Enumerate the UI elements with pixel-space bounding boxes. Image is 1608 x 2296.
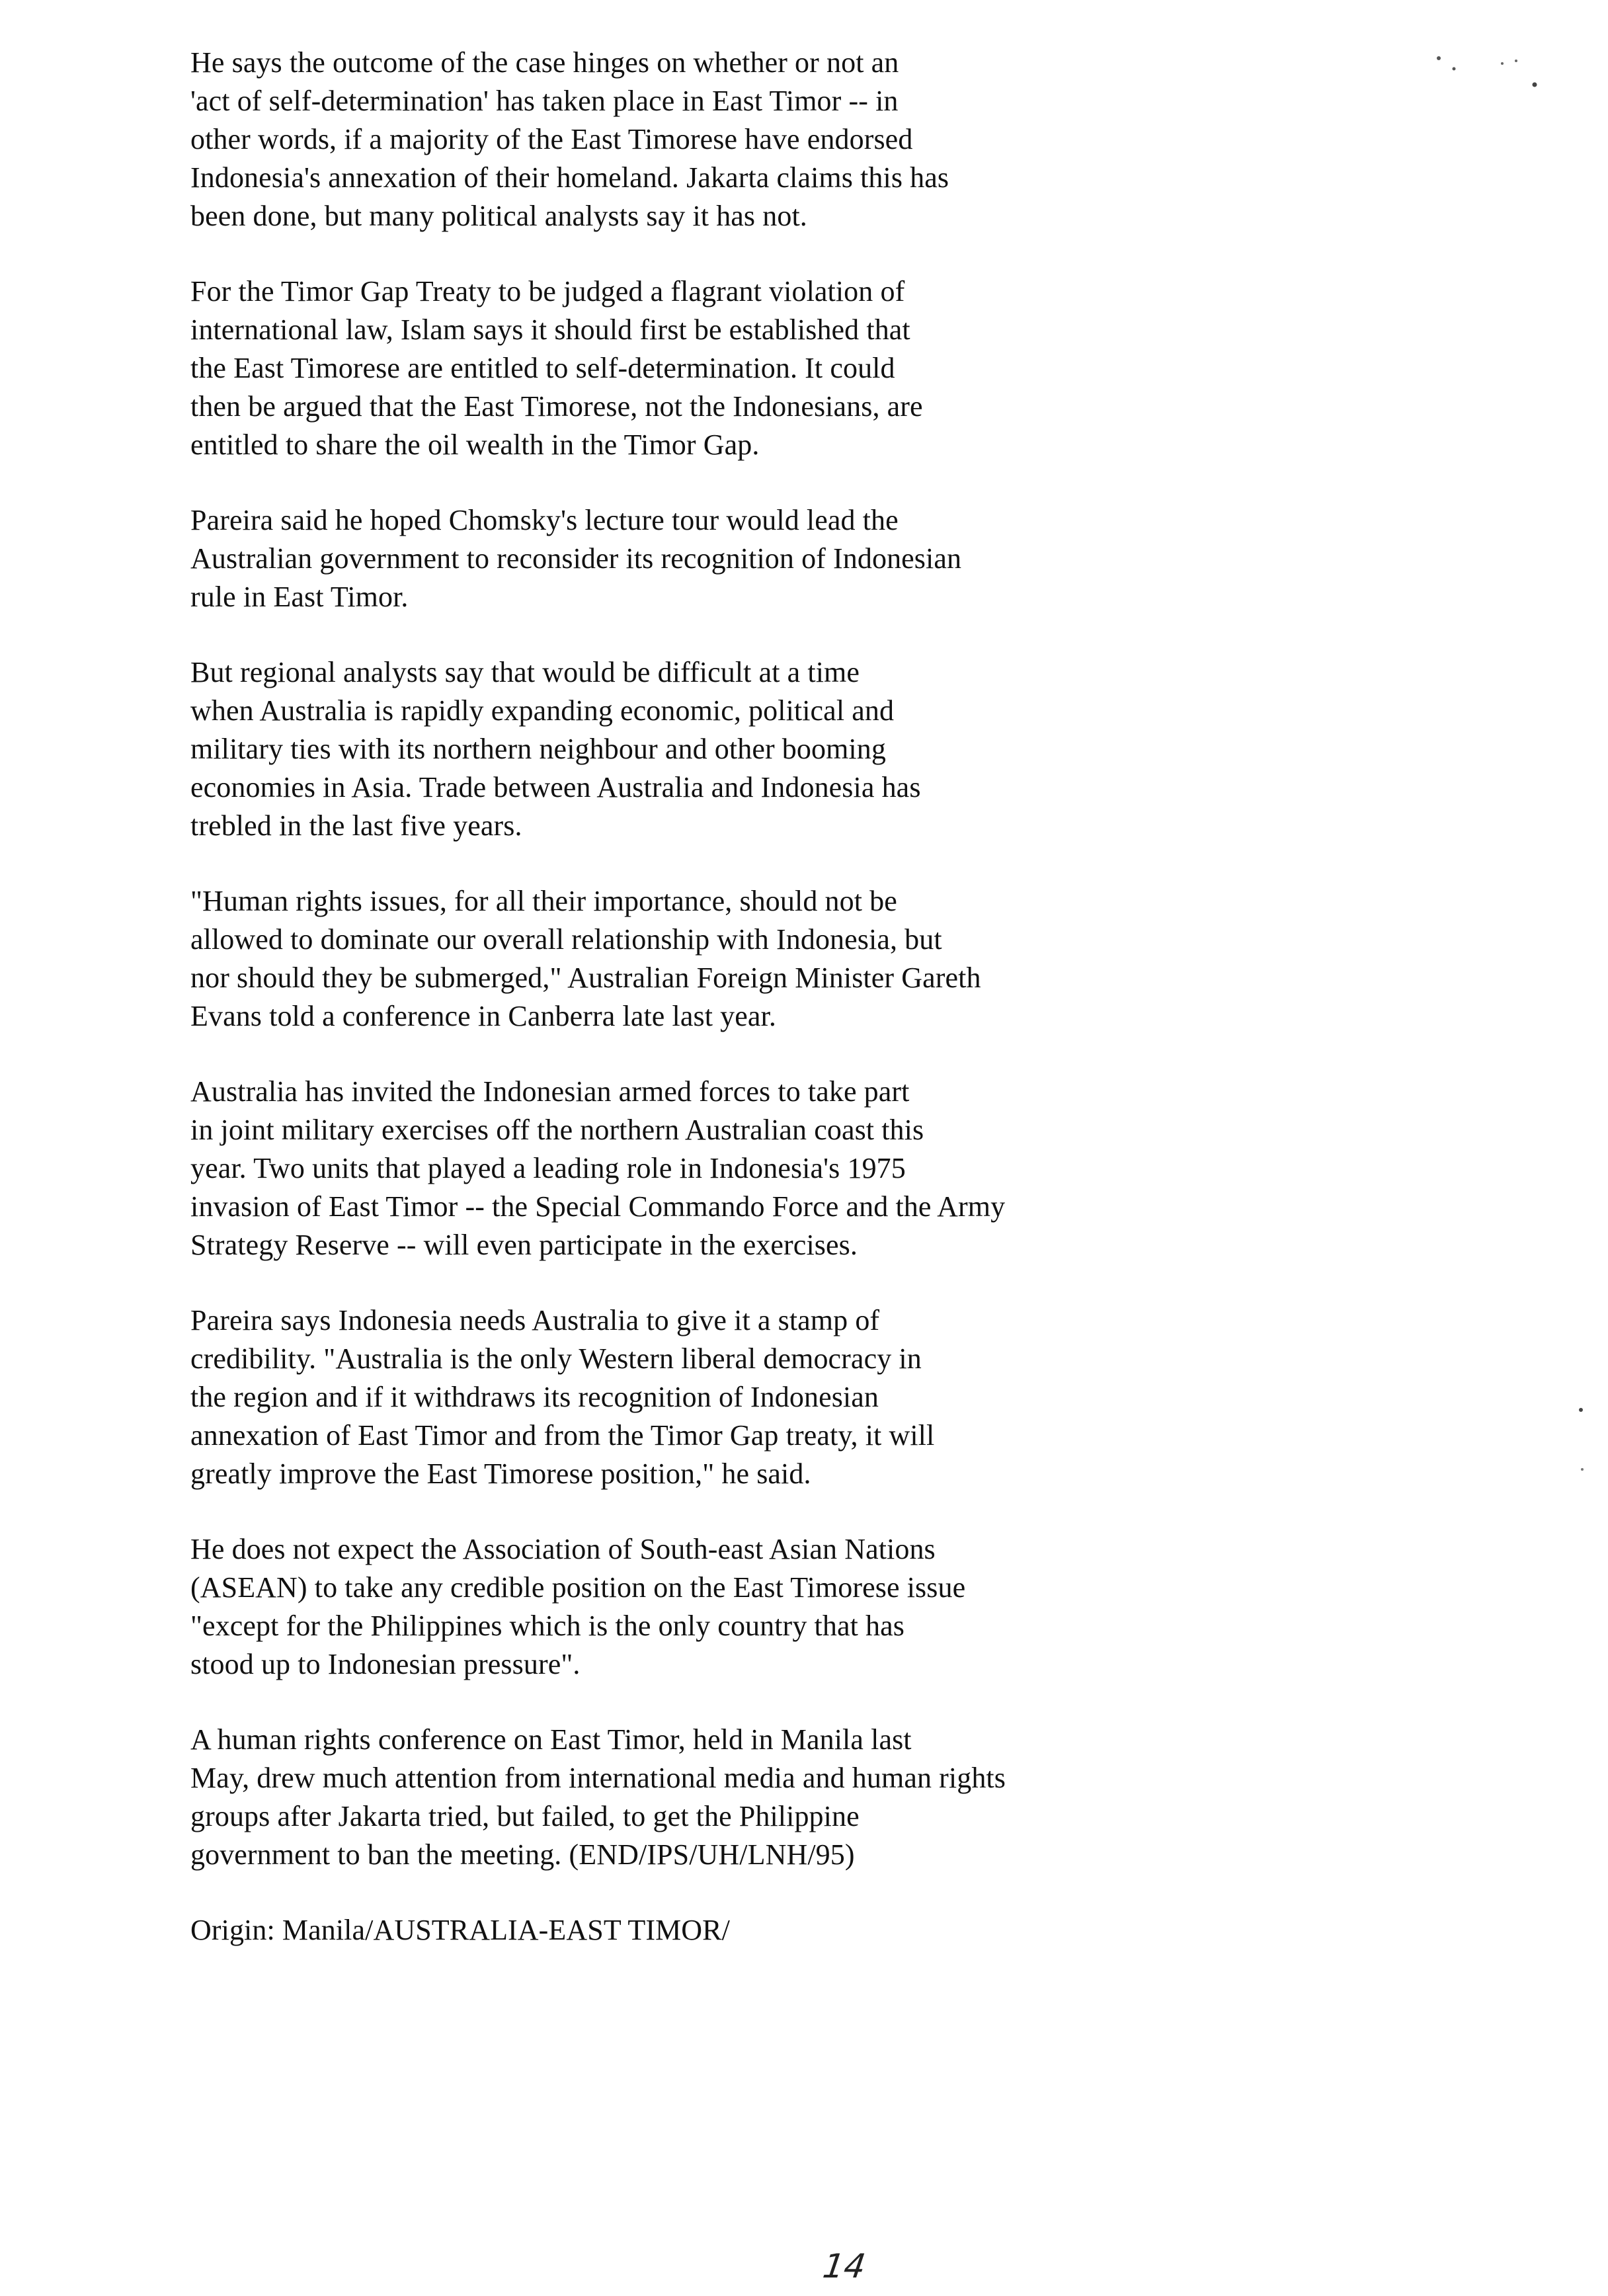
scan-speck <box>1437 56 1441 60</box>
scan-speck <box>1515 60 1517 62</box>
paragraph-6: Australia has invited the Indonesian armed forces to take part in joint military exercises off the northern Australian coast this year. Two units that played a leading role in Indonesia's 1975 invasion of East Timor -- the Special Commando Force and the Army Strategy Reserve -- will even participate in the exercises. <box>190 1075 1006 1261</box>
scan-speck <box>1453 67 1456 71</box>
article-body <box>190 44 1222 1987</box>
handwritten-page-number: 14 <box>820 2247 868 2285</box>
paragraph-5: "Human rights issues, for all their importance, should not be allowed to dominate our overall relationship with Indonesia, but nor should they be submerged," Australian Foreign Minister Gareth Evans told a conference in Canberra late last year. <box>190 885 981 1032</box>
scan-speck <box>1581 1468 1584 1471</box>
paragraph-1: He says the outcome of the case hinges on whether or not an 'act of self-determination' has taken place in East Timor -- in other words, if a majority of the East Timorese have endorsed Indonesia's annexation of their homeland. Jakarta claims this has been done, but many political analysts say it has not. <box>190 46 949 232</box>
paragraph-8: He does not expect the Association of South-east Asian Nations (ASEAN) to take any credible position on the East Timorese issue "except for the Philippines which is the only country that has stood up to Indonesian pressure". <box>190 1533 966 1680</box>
paragraph-2: For the Timor Gap Treaty to be judged a flagrant violation of international law, Islam says it should first be established that the East Timorese are entitled to self-determination. It could then be argued that the East Timorese, not the Indonesians, are entitled to share the oil wealth in the Timor Gap. <box>190 275 923 461</box>
origin-line: Origin: Manila/AUSTRALIA-EAST TIMOR/ <box>190 1914 730 1946</box>
paragraph-9: A human rights conference on East Timor, held in Manila last May, drew much attention from international media and human rights groups after Jakarta tried, but failed, to get the Philippine government to ban the meeting. (END/IPS/UH/LNH/95) <box>190 1723 1006 1871</box>
scan-speck <box>1501 62 1504 65</box>
paragraph-7: Pareira says Indonesia needs Australia to give it a stamp of credibility. "Australia is the only Western liberal democracy in the region and if it withdraws its recognition of Indonesian annexation of East Timor and from the Timor Gap treaty, it will greatly improve the East Timorese position," he said. <box>190 1304 935 1490</box>
paragraph-4: But regional analysts say that would be difficult at a time when Australia is rapidly expanding economic, political and military ties with its northern neighbour and other booming economies in Asia. Trade between Australia and Indonesia has trebled in the last five years. <box>190 656 921 842</box>
paragraph-3: Pareira said he hoped Chomsky's lecture tour would lead the Australian government to reconsider its recognition of Indonesian rule in East Timor. <box>190 504 962 613</box>
scan-speck <box>1533 83 1537 87</box>
scan-speck <box>1579 1408 1583 1412</box>
